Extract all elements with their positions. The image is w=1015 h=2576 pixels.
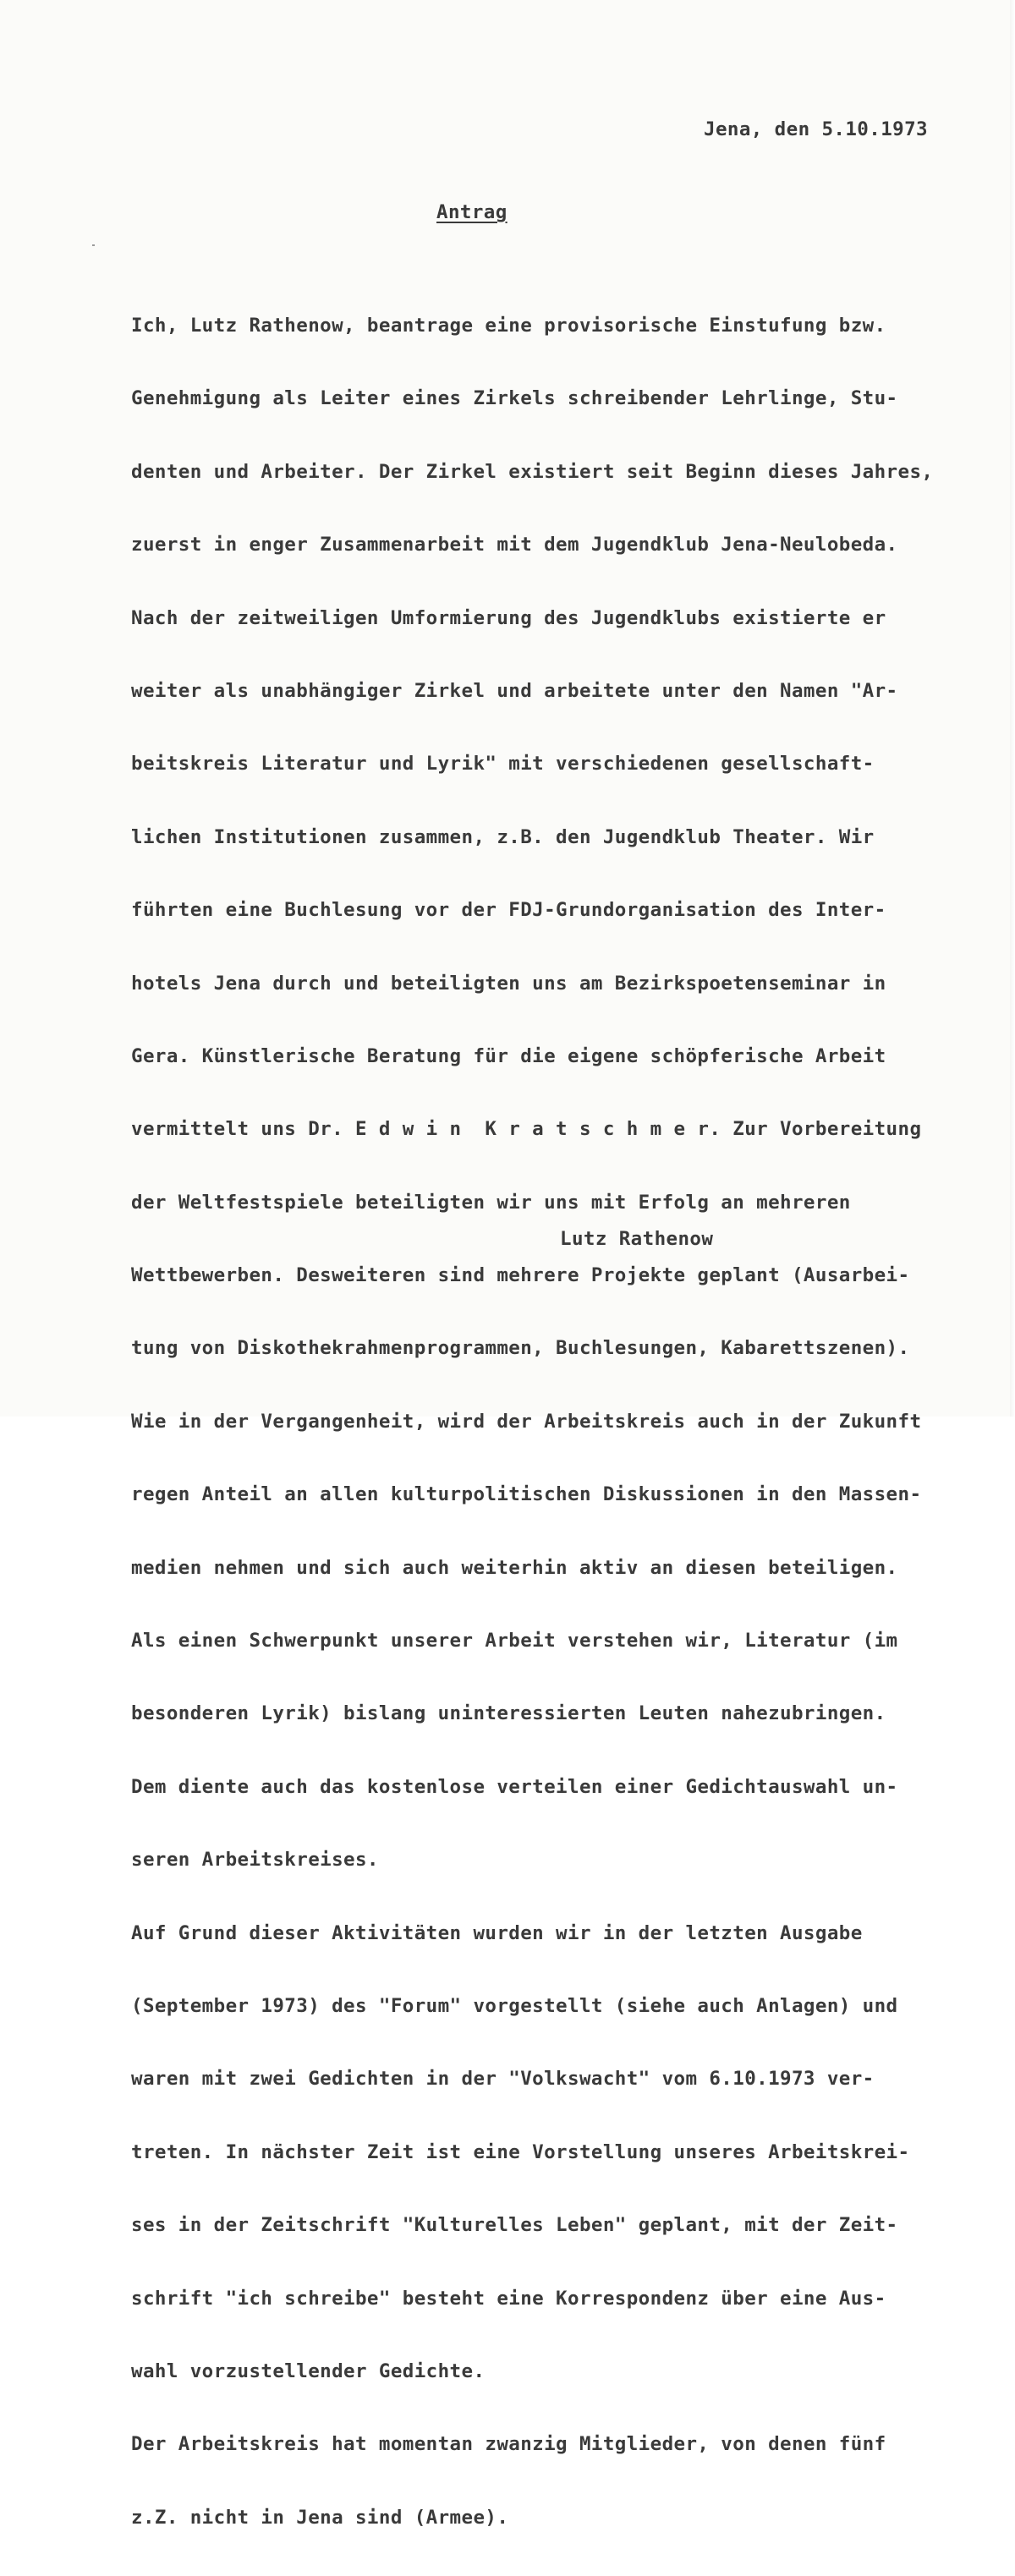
body-line: Genehmigung als Leiter eines Zirkels schreibender Lehrlinge, Stu- (131, 387, 898, 410)
body-line: (September 1973) des "Forum" vorgestellt (siehe auch Anlagen) und (131, 1994, 898, 2017)
body-line: der Weltfestspiele beteiligten wir uns mit Erfolg an mehreren (131, 1191, 851, 1214)
document-title: Antrag (436, 201, 508, 223)
body-line: Nach der zeitweiligen Umformierung des Jugendklubs existierte er (131, 606, 886, 629)
page-edge (1010, 0, 1015, 1417)
body-line: Wettbewerben. Desweiteren sind mehrere Projekte geplant (Ausarbei- (131, 1264, 910, 1287)
body-line: seren Arbeitskreises. (131, 1849, 379, 1872)
body-line: Gera. Künstlerische Beratung für die eigene schöpferische Arbeit (131, 1044, 886, 1067)
body-line: z.Z. nicht in Jena sind (Armee). (131, 2506, 509, 2529)
document-date: Jena, den 5.10.1973 (704, 118, 928, 140)
body-line: Auf Grund dieser Aktivitäten wurden wir in der letzten Ausgabe (131, 1921, 863, 1944)
body-line: Als einen Schwerpunkt unserer Arbeit verstehen wir, Literatur (im (131, 1630, 898, 1652)
body-line: besonderen Lyrik) bislang uninteressierten Leuten nahezubringen. (131, 1702, 886, 1725)
body-line: führten eine Buchlesung vor der FDJ-Grundorganisation des Inter- (131, 899, 886, 922)
body-line: beitskreis Literatur und Lyrik" mit verschiedenen gesellschaft- (131, 753, 875, 776)
body-line: weiter als unabhängiger Zirkel und arbeitete unter den Namen "Ar- (131, 679, 898, 702)
body-line: denten und Arbeiter. Der Zirkel existiert seit Beginn dieses Jahres, (131, 460, 934, 483)
signature: Lutz Rathenow (560, 1228, 714, 1250)
body-line: schrift "ich schreibe" besteht eine Korrespondenz über eine Aus- (131, 2287, 886, 2310)
body-line: waren mit zwei Gedichten in der "Volkswacht" vom 6.10.1973 ver- (131, 2068, 875, 2091)
body-line: Der Arbeitskreis hat momentan zwanzig Mitglieder, von denen fünf (131, 2433, 886, 2456)
body-line: ses in der Zeitschrift "Kulturelles Leben" geplant, mit der Zeit- (131, 2214, 898, 2237)
body-line: wahl vorzustellender Gedichte. (131, 2360, 486, 2382)
body-line: tung von Diskothekrahmenprogrammen, Buchlesungen, Kabarettszenen). (131, 1337, 910, 1360)
body-line: Ich, Lutz Rathenow, beantrage eine provisorische Einstufung bzw. (131, 315, 886, 337)
body-line: treten. In nächster Zeit ist eine Vorstellung unseres Arbeitskrei- (131, 2140, 910, 2163)
document-body (131, 267, 943, 2576)
body-line: medien nehmen und sich auch weiterhin aktiv an diesen beteiligen. (131, 1556, 898, 1579)
body-line: Dem diente auch das kostenlose verteilen einer Gedichtauswahl un- (131, 1775, 898, 1798)
body-line: zuerst in enger Zusammenarbeit mit dem Jugendklub Jena-Neulobeda. (131, 534, 898, 556)
body-line: vermittelt uns Dr. E d w i n K r a t s c h m e r. Zur Vorbereitung (131, 1118, 922, 1141)
body-line: regen Anteil an allen kulturpolitischen Diskussionen in den Massen- (131, 1483, 922, 1506)
body-line: lichen Institutionen zusammen, z.B. den Jugendklub Theater. Wir (131, 825, 875, 848)
paper-speck (92, 244, 95, 246)
body-line: Wie in der Vergangenheit, wird der Arbeitskreis auch in der Zukunft (131, 1410, 922, 1433)
body-line: hotels Jena durch und beteiligten uns am Bezirkspoetenseminar in (131, 972, 886, 995)
